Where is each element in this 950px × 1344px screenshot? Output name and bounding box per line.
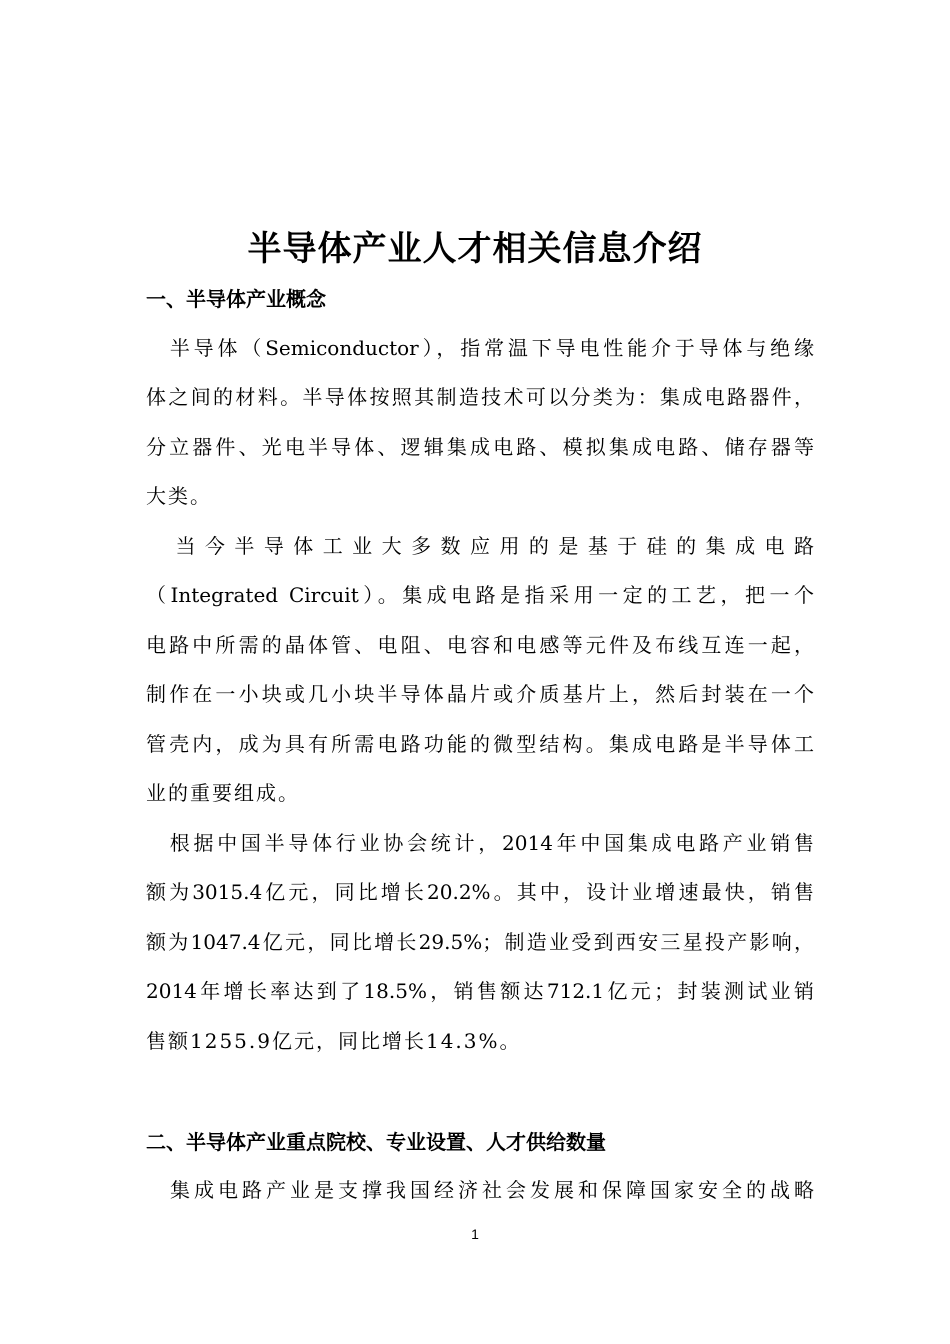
text-line: 当今半导体工业大多数应用的是基于硅的集成电路 bbox=[146, 534, 814, 558]
text-line: 大类。 bbox=[146, 484, 212, 508]
text-line: 体之间的材料。半导体按照其制造技术可以分类为：集成电路器件， bbox=[146, 385, 814, 409]
text-line: 电路中所需的晶体管、电阻、电容和电感等元件及布线互连一起， bbox=[146, 633, 814, 657]
text-line: 集成电路产业是支撑我国经济社会发展和保障国家安全的战略 bbox=[146, 1178, 814, 1202]
text-line: 根据中国半导体行业协会统计，2014年中国集成电路产业销售 bbox=[146, 831, 814, 855]
section-heading-1: 一、半导体产业概念 bbox=[146, 287, 326, 311]
text-line: 业的重要组成。 bbox=[146, 781, 300, 805]
text-line: 半导体（Semiconductor），指常温下导电性能介于导体与绝缘 bbox=[146, 336, 814, 360]
text-line: 制作在一小块或几小块半导体晶片或介质基片上，然后封装在一个 bbox=[146, 682, 814, 706]
page-number: 1 bbox=[471, 1226, 479, 1242]
text-line: 售额1255.9亿元，同比增长14.3%。 bbox=[146, 1029, 522, 1053]
text-line: 管壳内，成为具有所需电路功能的微型结构。集成电路是半导体工 bbox=[146, 732, 814, 756]
text-line: 额为3015.4亿元，同比增长20.2%。其中，设计业增速最快，销售 bbox=[146, 880, 814, 904]
text-line: 额为1047.4亿元，同比增长29.5%；制造业受到西安三星投产影响， bbox=[146, 930, 814, 954]
section-heading-2: 二、半导体产业重点院校、专业设置、人才供给数量 bbox=[146, 1130, 606, 1154]
text-line: 2014年增长率达到了18.5%，销售额达712.1亿元；封装测试业销 bbox=[146, 979, 814, 1003]
text-line: 分立器件、光电半导体、逻辑集成电路、模拟集成电路、储存器等 bbox=[146, 435, 814, 459]
text-line: （Integrated Circuit）。集成电路是指采用一定的工艺，把一个 bbox=[146, 583, 814, 607]
page-title: 半导体产业人才相关信息介绍 bbox=[247, 229, 703, 269]
